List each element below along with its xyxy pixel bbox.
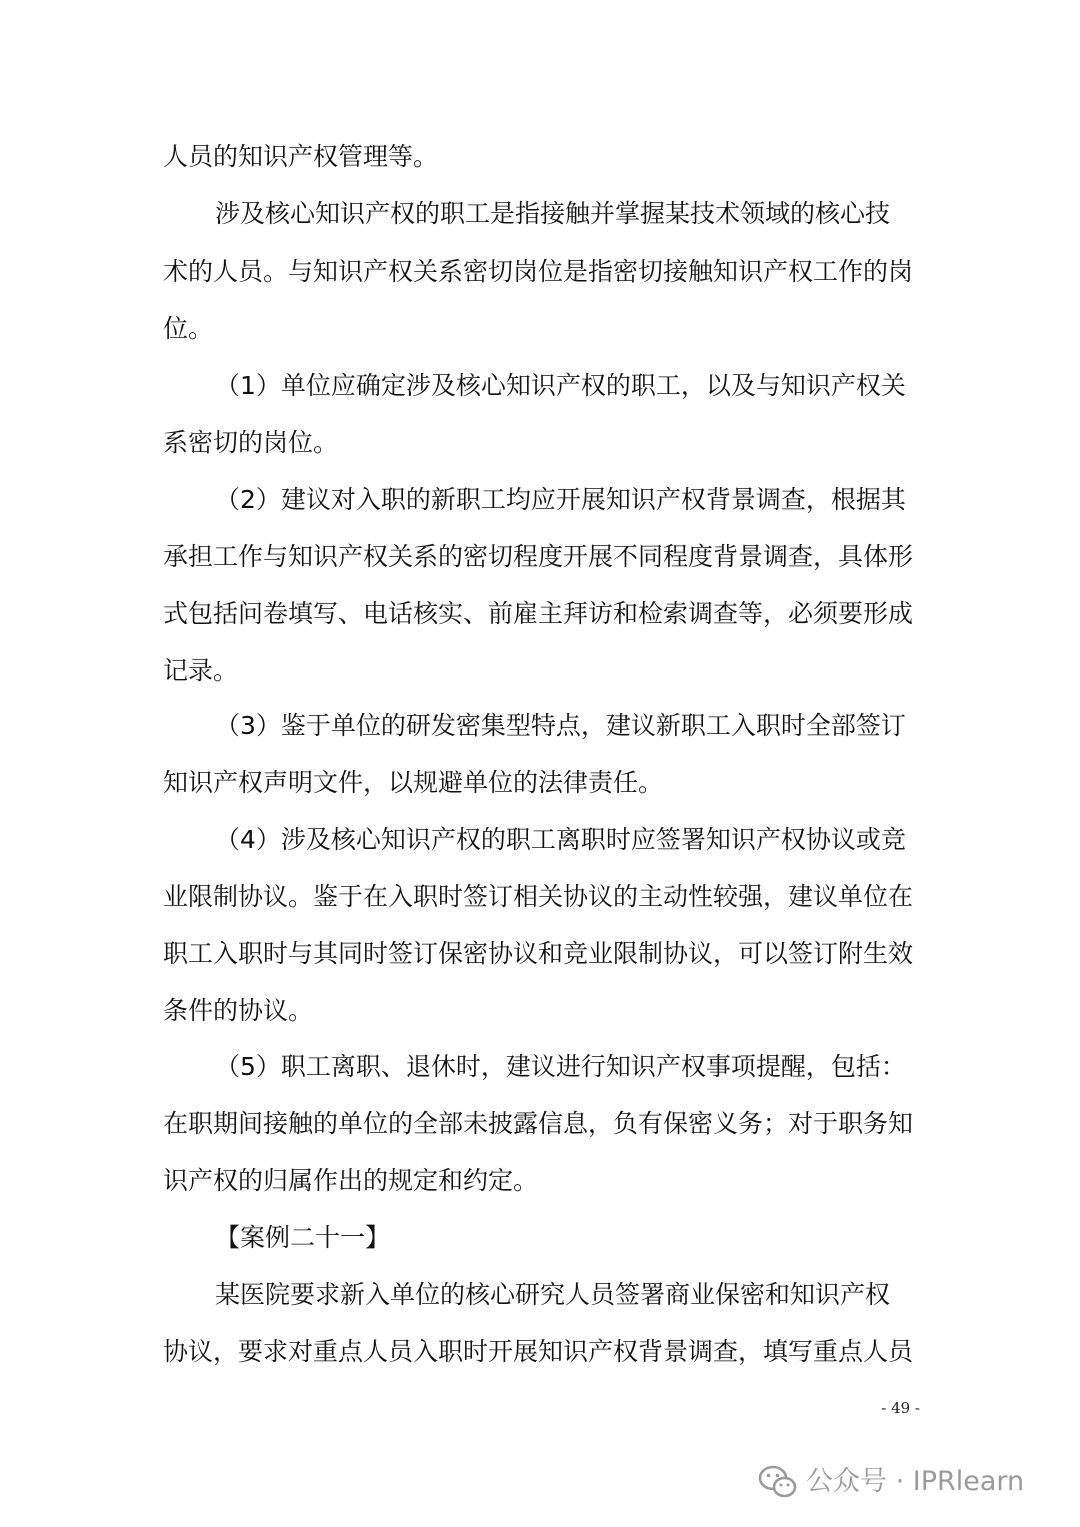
text-line: 位。 [163,314,214,343]
text-line: （1）单位应确定涉及核心知识产权的职工，以及与知识产权关 [215,371,906,400]
wechat-icon [758,1464,798,1500]
text-line: （3）鉴于单位的研发密集型特点，建议新职工入职时全部签订 [215,711,906,740]
text-line: 在职期间接触的单位的全部未披露信息，负有保密义务；对于职务知 [163,1109,914,1138]
text-line: 术的人员。与知识产权关系密切岗位是指密切接触知识产权工作的岗 [163,257,914,286]
text-line: 记录。 [163,656,239,685]
text-line: 知识产权声明文件，以规避单位的法律责任。 [163,768,664,797]
text-line: 条件的协议。 [163,996,314,1025]
text-line: 式包括问卷填写、电话核实、前雇主拜访和检索调查等，必须要形成 [163,599,914,628]
text-line: 人员的知识产权管理等。 [163,142,439,171]
text-line: 某医院要求新入单位的核心研究人员签署商业保密和知识产权 [215,1280,891,1309]
text-line: 业限制协议。鉴于在入职时签订相关协议的主动性较强，建议单位在 [163,882,914,911]
text-line: 职工入职时与其同时签订保密协议和竞业限制协议，可以签订附生效 [163,939,914,968]
page-number: - 49 - [881,1399,920,1417]
text-line: （5）职工离职、退休时，建议进行知识产权事项提醒，包括： [215,1052,906,1081]
watermark [758,1462,1024,1502]
watermark-text: 公众号 · IPRlearn [806,1466,1025,1497]
case-heading: 【案例二十一】 [215,1223,391,1252]
text-line: （2）建议对入职的新职工均应开展知识产权背景调查，根据其 [215,485,906,514]
text-line: 识产权的归属作出的规定和约定。 [163,1166,539,1195]
text-line: 涉及核心知识产权的职工是指接触并掌握某技术领域的核心技 [215,199,891,228]
text-line: 承担工作与知识产权关系的密切程度开展不同程度背景调查，具体形 [163,542,914,571]
text-line: （4）涉及核心知识产权的职工离职时应签署知识产权协议或竞 [215,825,906,854]
text-line: 协议，要求对重点人员入职时开展知识产权背景调查，填写重点人员 [163,1337,914,1366]
text-line: 系密切的岗位。 [163,428,339,457]
